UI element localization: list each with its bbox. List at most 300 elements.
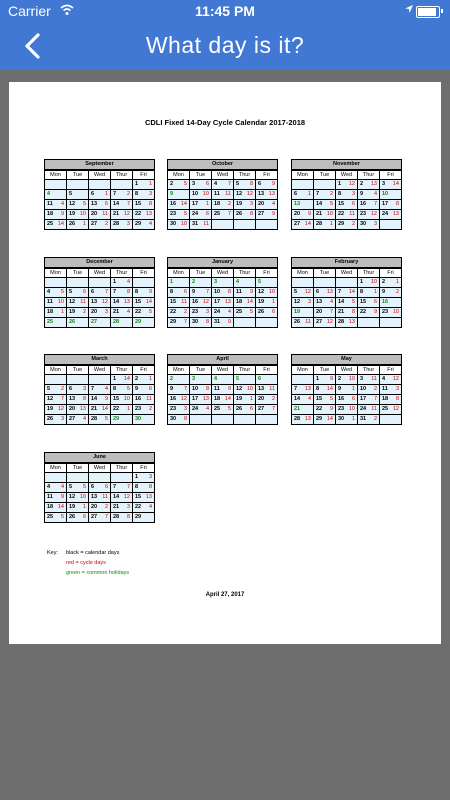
calendar-day: 25 xyxy=(236,309,243,315)
cycle-day: 10 xyxy=(268,289,275,295)
cycle-day: 13 xyxy=(202,396,209,402)
cycle-day: 12 xyxy=(392,406,399,412)
day-cell xyxy=(111,308,133,318)
month-grid xyxy=(44,365,155,425)
cycle-day: 6 xyxy=(205,181,209,187)
cycle-day: 2 xyxy=(227,201,231,207)
calendar-day: 27 xyxy=(91,319,98,325)
calendar-day: 22 xyxy=(360,309,367,315)
day-cell xyxy=(292,405,314,415)
cycle-day: 14 xyxy=(304,221,311,227)
cycle-day: 7 xyxy=(373,396,377,402)
cycle-day: 14 xyxy=(123,376,130,382)
cycle-day: 5 xyxy=(104,416,108,422)
day-cell xyxy=(336,288,358,298)
day-cell xyxy=(336,200,358,210)
day-cell xyxy=(89,493,111,503)
weekday-header: Thur xyxy=(111,464,133,473)
cycle-day: 4 xyxy=(205,406,209,412)
cycle-day: 11 xyxy=(146,396,152,402)
calendar-day: 26 xyxy=(69,221,76,227)
month-grid xyxy=(44,170,155,230)
calendar-day: 16 xyxy=(135,396,142,402)
cycle-day: 4 xyxy=(373,191,377,197)
day-cell xyxy=(358,190,380,200)
calendar-day: 21 xyxy=(91,406,98,412)
day-cell xyxy=(256,278,278,288)
weekday-header: Fri xyxy=(380,366,402,375)
cycle-day: 9 xyxy=(104,396,108,402)
cycle-day: 3 xyxy=(373,221,377,227)
cycle-day: 12 xyxy=(326,319,333,325)
cycle-day: 1 xyxy=(307,191,311,197)
day-cell xyxy=(190,220,212,230)
calendar-day: 29 xyxy=(316,416,323,422)
day-cell xyxy=(314,415,336,425)
calendar-day: 15 xyxy=(113,396,120,402)
day-cell xyxy=(45,513,67,523)
day-cell xyxy=(45,395,67,405)
calendar-day: 22 xyxy=(338,211,345,217)
day-cell xyxy=(212,210,234,220)
calendar-day: 1 xyxy=(316,376,320,382)
calendar-day: 20 xyxy=(91,309,98,315)
cycle-day: 13 xyxy=(224,299,231,305)
weekday-header: Fri xyxy=(256,366,278,375)
day-cell xyxy=(380,180,402,190)
cycle-day: 13 xyxy=(145,211,152,217)
calendar-day: 6 xyxy=(69,386,73,392)
calendar-day: 8 xyxy=(135,289,139,295)
cycle-day: 8 xyxy=(205,386,209,392)
calendar-day: 29 xyxy=(135,221,142,227)
day-cell xyxy=(45,298,67,308)
calendar-day: 5 xyxy=(236,376,240,382)
day-cell xyxy=(111,493,133,503)
day-cell xyxy=(256,308,278,318)
cycle-day: 5 xyxy=(126,386,130,392)
cycle-day: 5 xyxy=(60,289,64,295)
day-cell xyxy=(314,308,336,318)
day-cell xyxy=(89,318,111,328)
calendar-day: 19 xyxy=(236,201,243,207)
day-cell xyxy=(212,405,234,415)
calendar-day: 29 xyxy=(170,319,177,325)
day-cell xyxy=(358,210,380,220)
weekday-header: Mon xyxy=(168,171,190,180)
day-cell xyxy=(45,473,67,483)
month-name: June xyxy=(44,452,155,463)
calendar-day: 2 xyxy=(135,376,139,382)
day-cell xyxy=(89,288,111,298)
cycle-day: 5 xyxy=(183,211,187,217)
weekday-header: Thur xyxy=(234,171,256,180)
cycle-day: 3 xyxy=(60,416,64,422)
day-cell xyxy=(89,473,111,483)
calendar-day: 13 xyxy=(316,299,323,305)
cycle-day: 4 xyxy=(148,504,152,510)
calendar-day: 2 xyxy=(382,279,386,285)
day-cell xyxy=(89,415,111,425)
day-cell xyxy=(45,220,67,230)
day-cell xyxy=(67,220,89,230)
calendar-day: 14 xyxy=(113,299,120,305)
day-cell xyxy=(190,200,212,210)
calendar-day: 29 xyxy=(135,319,142,325)
weekday-header: Fri xyxy=(380,269,402,278)
day-cell xyxy=(336,318,358,328)
cycle-day: 7 xyxy=(104,289,108,295)
calendar-day: 11 xyxy=(382,386,388,392)
calendar-day: 2 xyxy=(338,376,342,382)
calendar-day: 20 xyxy=(91,504,98,510)
day-cell xyxy=(336,405,358,415)
day-cell xyxy=(45,405,67,415)
calendar-day: 22 xyxy=(135,504,142,510)
cycle-day: 10 xyxy=(202,191,209,197)
cycle-day: 7 xyxy=(227,181,231,187)
calendar-day: 18 xyxy=(382,396,389,402)
weekday-header: Mon xyxy=(168,366,190,375)
cycle-day: 8 xyxy=(351,309,355,315)
day-cell xyxy=(168,308,190,318)
month-calendar xyxy=(291,159,402,230)
calendar-day: 27 xyxy=(69,416,76,422)
day-cell xyxy=(190,288,212,298)
cycle-day: 14 xyxy=(326,386,333,392)
month-name: November xyxy=(291,159,402,170)
cycle-day: 14 xyxy=(392,181,399,187)
cycle-day: 10 xyxy=(392,309,399,315)
calendar-day: 26 xyxy=(236,406,243,412)
day-cell xyxy=(292,220,314,230)
day-cell xyxy=(358,308,380,318)
day-cell xyxy=(67,308,89,318)
cycle-day: 7 xyxy=(205,289,209,295)
cycle-day: 11 xyxy=(305,319,311,325)
weekday-header: Wed xyxy=(212,269,234,278)
page-title: What day is it? xyxy=(145,32,305,58)
day-cell xyxy=(212,180,234,190)
day-cell xyxy=(168,200,190,210)
day-cell xyxy=(168,210,190,220)
day-cell xyxy=(133,473,155,483)
calendar-day: 18 xyxy=(47,309,54,315)
day-cell xyxy=(314,375,336,385)
calendar-day: 2 xyxy=(360,181,364,187)
cycle-day: 1 xyxy=(351,416,355,422)
cycle-day: 8 xyxy=(249,211,253,217)
calendar-day: 23 xyxy=(360,211,367,217)
day-cell xyxy=(358,200,380,210)
calendar-day: 5 xyxy=(47,386,51,392)
calendar-day: 23 xyxy=(192,309,199,315)
cycle-day: 8 xyxy=(227,289,231,295)
cycle-day: 13 xyxy=(392,211,399,217)
day-cell xyxy=(190,405,212,415)
cycle-day: 9 xyxy=(329,376,333,382)
calendar-day: 15 xyxy=(170,299,177,305)
calendar-day: 13 xyxy=(294,201,301,207)
day-cell xyxy=(133,288,155,298)
day-cell xyxy=(111,483,133,493)
day-cell xyxy=(89,220,111,230)
weekday-header: Fri xyxy=(256,171,278,180)
day-cell xyxy=(380,278,402,288)
day-cell xyxy=(212,298,234,308)
day-cell xyxy=(380,415,402,425)
day-cell xyxy=(190,278,212,288)
calendar-day: 27 xyxy=(316,319,323,325)
calendar-day: 15 xyxy=(135,299,142,305)
day-cell xyxy=(67,483,89,493)
calendar-day: 7 xyxy=(113,484,117,490)
cycle-day: 10 xyxy=(348,406,355,412)
calendar-day: 5 xyxy=(69,484,73,490)
day-cell xyxy=(256,220,278,230)
day-cell xyxy=(314,220,336,230)
cycle-day: 12 xyxy=(57,406,64,412)
day-cell xyxy=(133,180,155,190)
legend-label: Key: xyxy=(47,550,59,556)
cycle-day: 5 xyxy=(82,484,86,490)
day-cell xyxy=(45,180,67,190)
calendar-day: 25 xyxy=(47,319,54,325)
weekday-header: Thur xyxy=(234,269,256,278)
calendar-day: 15 xyxy=(135,201,142,207)
battery-icon xyxy=(416,6,440,18)
cycle-day: 5 xyxy=(227,406,231,412)
calendar-day: 16 xyxy=(360,201,367,207)
day-cell xyxy=(314,278,336,288)
day-cell xyxy=(89,385,111,395)
calendar-day: 9 xyxy=(382,289,386,295)
cycle-day: 1 xyxy=(104,191,108,197)
cycle-day: 1 xyxy=(148,376,152,382)
day-cell xyxy=(67,288,89,298)
day-cell xyxy=(111,318,133,328)
day-cell xyxy=(314,180,336,190)
day-cell xyxy=(133,298,155,308)
day-cell xyxy=(234,180,256,190)
calendar-day: 8 xyxy=(170,289,174,295)
day-cell xyxy=(234,278,256,288)
calendar-day: 13 xyxy=(258,191,265,197)
day-cell xyxy=(380,200,402,210)
day-cell xyxy=(190,210,212,220)
calendar-day: 10 xyxy=(214,289,221,295)
cycle-day: 2 xyxy=(104,504,108,510)
calendar-day: 7 xyxy=(113,191,117,197)
cycle-day: 13 xyxy=(304,386,311,392)
cycle-day: 12 xyxy=(123,494,130,500)
cycle-day: 11 xyxy=(371,406,377,412)
weekday-header: Tue xyxy=(190,171,212,180)
day-cell xyxy=(292,190,314,200)
cycle-day: 1 xyxy=(82,221,86,227)
cycle-day: 1 xyxy=(329,221,333,227)
calendar-day: 30 xyxy=(192,319,199,325)
calendar-day: 4 xyxy=(214,181,218,187)
calendar-day: 4 xyxy=(214,376,218,382)
cycle-day: 4 xyxy=(307,396,311,402)
day-cell xyxy=(358,318,380,328)
day-cell xyxy=(111,503,133,513)
day-cell xyxy=(234,395,256,405)
day-cell xyxy=(190,308,212,318)
calendar-day: 13 xyxy=(258,386,265,392)
calendar-day: 23 xyxy=(135,406,142,412)
calendar-day: 31 xyxy=(360,416,367,422)
month-name: May xyxy=(291,354,402,365)
calendar-day: 11 xyxy=(47,494,53,500)
weekday-header: Wed xyxy=(336,171,358,180)
day-cell xyxy=(212,318,234,328)
day-cell xyxy=(168,415,190,425)
day-cell xyxy=(111,210,133,220)
cycle-day: 1 xyxy=(205,201,209,207)
calendar-day: 11 xyxy=(214,386,220,392)
cycle-day: 2 xyxy=(373,416,377,422)
weekday-header: Wed xyxy=(212,366,234,375)
day-cell xyxy=(380,288,402,298)
weekday-header: Wed xyxy=(89,366,111,375)
cycle-day: 5 xyxy=(329,201,333,207)
day-cell xyxy=(45,318,67,328)
calendar-day: 17 xyxy=(382,201,389,207)
month-grid xyxy=(44,463,155,523)
cycle-day: 10 xyxy=(79,211,86,217)
cycle-day: 8 xyxy=(148,484,152,490)
cycle-day: 5 xyxy=(183,181,187,187)
calendar-day: 24 xyxy=(360,406,367,412)
calendar-day: 23 xyxy=(338,406,345,412)
calendar-day: 20 xyxy=(258,201,265,207)
day-cell xyxy=(168,190,190,200)
calendar-day: 5 xyxy=(258,279,262,285)
day-cell xyxy=(133,318,155,328)
cycle-day: 2 xyxy=(271,396,275,402)
calendar-day: 30 xyxy=(338,416,345,422)
day-cell xyxy=(111,513,133,523)
calendar-day: 7 xyxy=(316,191,320,197)
month-name: October xyxy=(167,159,278,170)
day-cell xyxy=(314,298,336,308)
day-cell xyxy=(45,385,67,395)
calendar-day: 9 xyxy=(170,386,174,392)
day-cell xyxy=(314,318,336,328)
cycle-day: 11 xyxy=(102,211,108,217)
day-cell xyxy=(89,483,111,493)
calendar-day: 16 xyxy=(338,396,345,402)
month-name: December xyxy=(44,257,155,268)
calendar-day: 4 xyxy=(47,289,51,295)
cycle-day: 5 xyxy=(249,309,253,315)
cycle-day: 8 xyxy=(205,319,209,325)
cycle-day: 14 xyxy=(326,416,333,422)
calendar-day: 16 xyxy=(192,299,199,305)
day-cell xyxy=(67,298,89,308)
day-cell xyxy=(314,405,336,415)
weekday-header: Thur xyxy=(234,366,256,375)
calendar-day: 28 xyxy=(294,416,301,422)
month-calendar xyxy=(44,159,155,230)
cycle-day: 3 xyxy=(183,406,187,412)
day-cell xyxy=(336,278,358,288)
calendar-day: 18 xyxy=(47,504,54,510)
calendar-day: 16 xyxy=(170,201,177,207)
calendar-day: 24 xyxy=(214,309,221,315)
cycle-day: 8 xyxy=(148,201,152,207)
day-cell xyxy=(89,405,111,415)
calendar-day: 12 xyxy=(294,299,301,305)
cycle-day: 1 xyxy=(271,299,275,305)
cycle-day: 11 xyxy=(349,211,355,217)
day-cell xyxy=(133,385,155,395)
day-cell xyxy=(89,308,111,318)
day-cell xyxy=(45,200,67,210)
calendar-day: 22 xyxy=(135,211,142,217)
day-cell xyxy=(256,210,278,220)
cycle-day: 4 xyxy=(329,299,333,305)
cycle-day: 6 xyxy=(249,406,253,412)
calendar-day: 29 xyxy=(135,514,142,520)
calendar-day: 11 xyxy=(236,289,242,295)
cycle-day: 6 xyxy=(373,299,377,305)
cycle-day: 10 xyxy=(326,211,333,217)
calendar-day: 13 xyxy=(91,494,98,500)
cycle-day: 6 xyxy=(271,309,275,315)
day-cell xyxy=(358,375,380,385)
carrier-label: Carrier xyxy=(8,3,51,19)
month-grid xyxy=(44,268,155,328)
cycle-day: 2 xyxy=(373,386,377,392)
cycle-day: 1 xyxy=(82,504,86,510)
calendar-day: 15 xyxy=(338,201,345,207)
calendar-day: 7 xyxy=(294,386,298,392)
cycle-day: 2 xyxy=(395,289,399,295)
calendar-day: 14 xyxy=(294,396,301,402)
day-cell xyxy=(190,180,212,190)
cycle-day: 4 xyxy=(104,386,108,392)
day-cell xyxy=(168,180,190,190)
cycle-day: 11 xyxy=(269,386,275,392)
calendar-day: 11 xyxy=(47,299,53,305)
cycle-day: 9 xyxy=(227,386,231,392)
calendar-day: 27 xyxy=(258,211,265,217)
calendar-day: 15 xyxy=(316,396,323,402)
weekday-header: Mon xyxy=(168,269,190,278)
day-cell xyxy=(212,200,234,210)
calendar-day: 27 xyxy=(294,221,301,227)
calendar-day: 26 xyxy=(69,319,76,325)
calendar-day: 1 xyxy=(135,181,139,187)
day-cell xyxy=(111,190,133,200)
cycle-day: 7 xyxy=(271,406,275,412)
weekday-header: Thur xyxy=(111,171,133,180)
calendar-day: 22 xyxy=(135,309,142,315)
legend-cycle-days: red = cycle days xyxy=(66,560,106,566)
calendar-day: 20 xyxy=(91,211,98,217)
day-cell xyxy=(336,415,358,425)
calendar-day: 16 xyxy=(382,299,389,305)
month-grid xyxy=(291,365,402,425)
calendar-day: 23 xyxy=(170,211,177,217)
month-grid xyxy=(291,170,402,230)
day-cell xyxy=(67,513,89,523)
calendar-day: 14 xyxy=(91,396,98,402)
cycle-day: 14 xyxy=(180,201,187,207)
